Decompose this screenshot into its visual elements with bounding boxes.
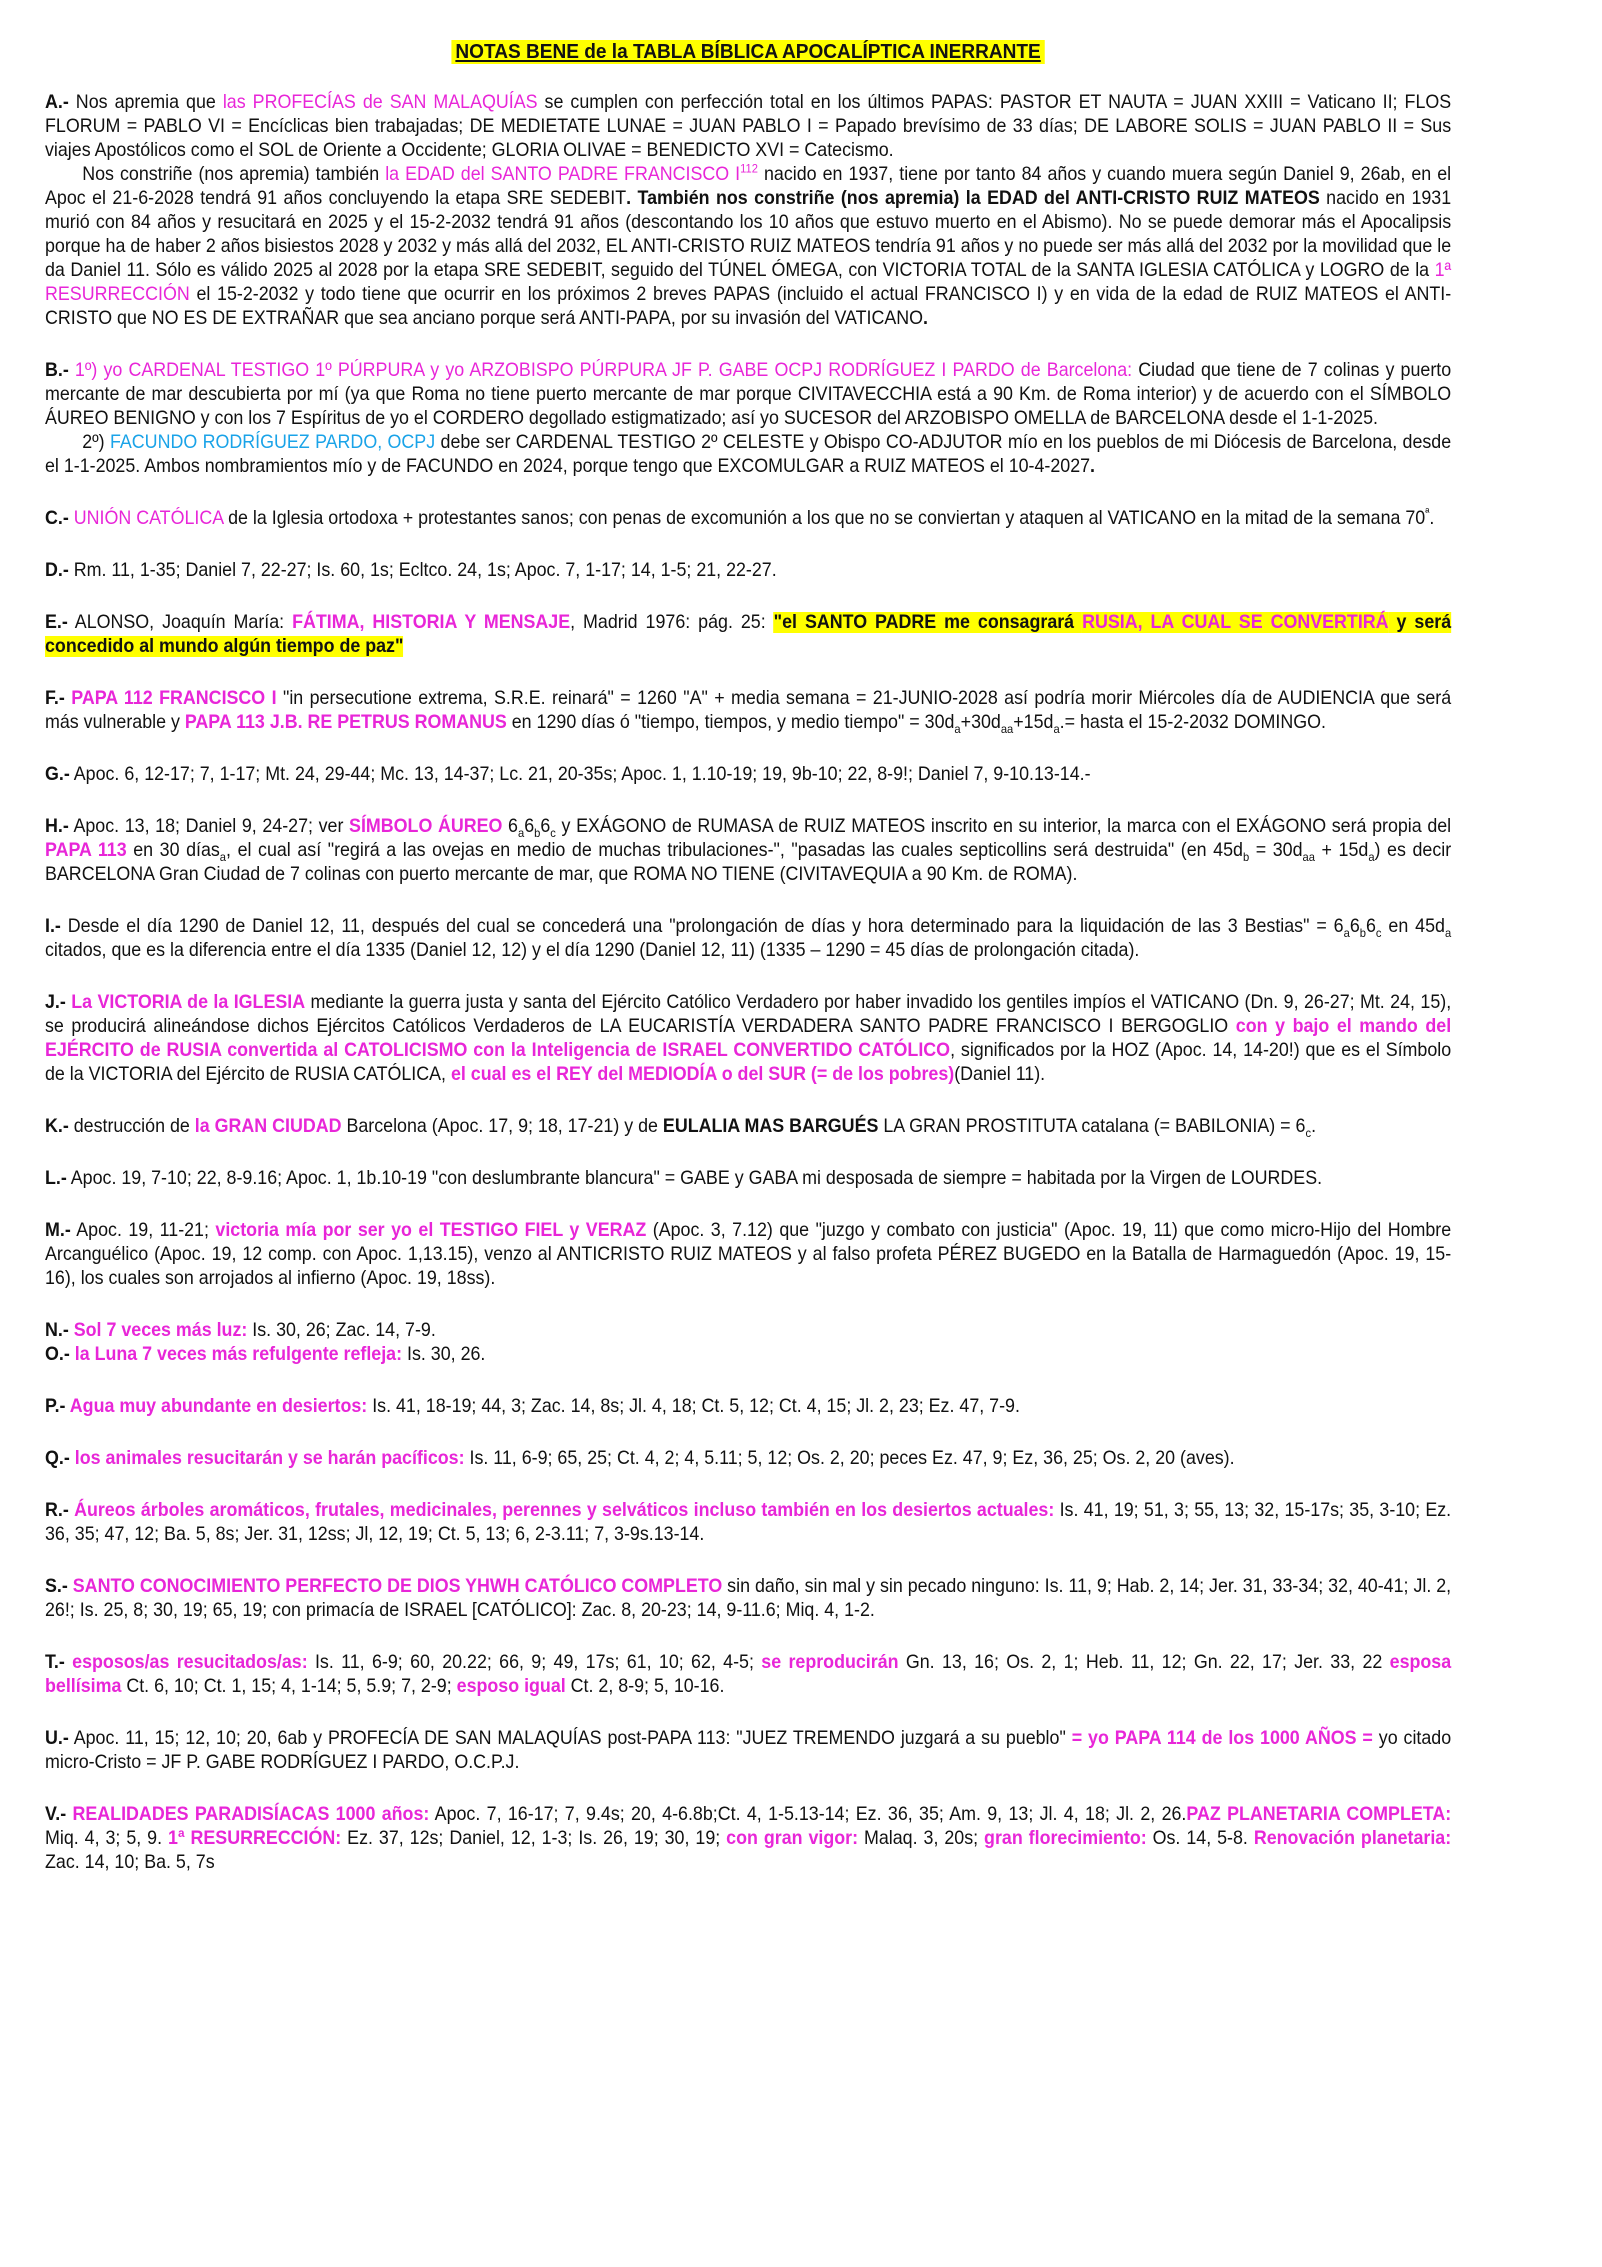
magenta-text: FÁTIMA, HISTORIA Y MENSAJE (292, 612, 571, 633)
magenta-text: esposa bellísima (45, 1652, 1452, 1697)
bold-text: EULALIA MAS BARGUÉS (662, 1116, 879, 1137)
note-label: U.- (45, 1728, 69, 1749)
highlighted-quote: "el SANTO PADRE me consagrará (773, 612, 1083, 633)
note-c: C.- UNIÓN CATÓLICA de la Iglesia ortodoxa + protestantes sanos; con penas de excomunión a los que no se conviertan y ataquen al VATICANO en la mitad de la semana $70^ª$. (45, 505, 1435, 529)
bold-text: la EDAD del ANTI-CRISTO RUIZ MATEOS (965, 188, 1320, 209)
magenta-text: con y bajo el mando del EJÉRCITO de RUSIA convertida al CATOLICISMO con la Inteligencia de ISRAEL CONVERTIDO CATÓLICO (45, 1016, 1452, 1061)
note-u: U.- Apoc. 11, 15; 12, 10; 20, 6ab y PROFECÍA DE SAN MALAQUÍAS post-PAPA 113: "JUEZ TREMENDO juzgará a su pueblo" = yo PAPA 114 de los 1000 AÑOS = yo citado micro-Cristo = JF P. GABE RODRÍGUEZ I PARDO, O.C.P.J. (45, 1728, 1452, 1773)
magenta-text: UNIÓN CATÓLICA (68, 508, 224, 529)
note-label: I.- (45, 916, 61, 937)
note-a-continued: Nos constriñe (nos apremia) también la EDAD del SANTO PADRE FRANCISCO $I^{112}$ nacido en 1937, tiene por tanto 84 años y cuando muera según Daniel 9, 26ab, en el Apoc el 21-6-2028 tendrá 91 años concluyendo la etapa SRE SEDEBIT. También nos constriñe (nos apremia) la EDAD del ANTI-CRISTO RUIZ MATEOS nacido en 1931 murió con 84 años y resucitará en 2025 y el 15-2-2032 tendrá 91 años (descontando los 10 años que estuvo muerto en el Abismo). No se puede demorar más el Apocalipsis porque ha de haber 2 años bisiestos 2028 y 2032 y más allá del 2032, EL ANTI-CRISTO RUIZ MATEOS tendría 91 años y no puede ser más allá del 2032 por la movilidad que le da Daniel 11. Sólo es válido 2025 al 2028 por la etapa SRE SEDEBIT, seguido del TÚNEL ÓMEGA, con VICTORIA TOTAL de la SANTA IGLESIA CATÓLICA y LOGRO de la 1ª RESURRECCIÓN el 15-2-2032 y todo tiene que ocurrir en los próximos 2 breves PAPAS (incluido el actual FRANCISCO I) y en vida de la edad de RUIZ MATEOS el ANTI-CRISTO que NO ES DE EXTRAÑAR que sea anciano porque será ANTI-PAPA, por su invasión del VATICANO. (45, 161, 1452, 329)
magenta-text: PAPA 113 (45, 840, 127, 861)
note-label: F.- (45, 688, 65, 709)
magenta-text: la Luna 7 veces más refulgente refleja: (69, 1344, 403, 1365)
note-d: D.- Rm. 11, 1-35; Daniel 7, 22-27; Is. 60, 1s; Ecltco. 24, 1s; Apoc. 7, 1-17; 14, 1-5; 21, 22-27. (45, 560, 777, 581)
note-label: C.- (45, 508, 69, 529)
note-label: A.- (45, 92, 69, 113)
note-label: N.- (45, 1320, 69, 1341)
magenta-text: con gran vigor: (726, 1828, 859, 1849)
note-s: S.- SANTO CONOCIMIENTO PERFECTO DE DIOS YHWH CATÓLICO COMPLETO sin daño, sin mal y sin pecado ninguno: Is. 11, 9; Hab. 2, 14; Jer. 31, 33-34; 32, 40-41; Jl. 2, 26!; Is. 25, 8; 30, 19; 65, 19; con primacía de ISRAEL [CATÓLICO]: Zac. 8, 20-23; 14, 9-11.6; Miq. 4, 1-2. (45, 1576, 1452, 1621)
magenta-text: se reproducirán (761, 1652, 899, 1673)
note-label: J.- (45, 992, 66, 1013)
magenta-text: PAPA 112 FRANCISCO I (64, 688, 277, 709)
note-label: S.- (45, 1576, 68, 1597)
magenta-text: SÍMBOLO ÁUREO (349, 816, 503, 837)
magenta-text: Áureos árboles aromáticos, frutales, medicinales, perennes y selváticos incluso también en los desiertos actuales: (68, 1500, 1055, 1521)
magenta-text: Agua muy abundante en desiertos: (65, 1396, 368, 1417)
note-r: R.- Áureos árboles aromáticos, frutales, medicinales, perennes y selváticos incluso también en los desiertos actuales: Is. 41, 19; 51, 3; 55, 13; 32, 15-17s; 35, 3-10; Ez. 36, 35; 47, 12; Ba. 5, 8s; Jer. 31, 12ss; Jl, 12, 19; Ct. 5, 13; 6, 2-3.11; 7, 3-9s.13-14. (45, 1500, 1452, 1545)
magenta-text: la EDAD del SANTO PADRE FRANCISCO I (385, 164, 741, 185)
note-label: O.- (45, 1344, 70, 1365)
highlighted-quote: RUSIA, LA CUAL SE CONVERTIRÁ (1082, 612, 1389, 633)
title-block (45, 40, 1451, 65)
note-label: B.- (45, 360, 69, 381)
note-label: R.- (45, 1500, 69, 1521)
note-a: A.- Nos apremia que las PROFECÍAS de SAN MALAQUÍAS se cumplen con perfección total en los últimos PAPAS: PASTOR ET NAUTA = JUAN XXIII = Vaticano II; FLOS FLORUM = PABLO VI = Encíclicas bien trabajadas; DE MEDIETATE LUNAE = JUAN PABLO I = Papado brevísimo de 33 días; DE LABORE SOLIS = JUAN PABLO II = Sus viajes Apostólicos como el SOL de Oriente a Occidente; GLORIA OLIVAE = BENEDICTO XVI = Catecismo. (45, 92, 1452, 161)
document-title: NOTAS BENE de la TABLA BÍBLICA APOCALÍPTICA INERRANTE (452, 40, 1045, 64)
cyan-text: FACUNDO RODRÍGUEZ PARDO, OCPJ (109, 432, 436, 453)
note-v: V.- REALIDADES PARADISÍACAS 1000 años: Apoc. 7, 16-17; 7, 9.4s; 20, 4-6.8b;Ct. 4, 1-5.13-14; Ez. 36, 35; Am. 9, 13; Jl. 4, 18; Jl. 2, 26.PAZ PLANETARIA COMPLETA: Miq. 4, 3; 5, 9. 1ª RESURRECCIÓN: Ez. 37, 12s; Daniel, 12, 1-3; Is. 26, 19; 30, 19; con gran vigor: Malaq. 3, 20s; gran florecimiento: Os. 14, 5-8. Renovación planetaria: Zac. 14, 10; Ba. 5, 7s (45, 1804, 1452, 1873)
note-label: E.- (45, 612, 68, 633)
note-g: G.- Apoc. 6, 12-17; 7, 1-17; Mt. 24, 29-44; Mc. 13, 14-37; Lc. 21, 20-35s; Apoc. 1, 1.10-19; 19, 9b-10; 22, 8-9!; Daniel 7, 9-10.13-14.- (45, 764, 1091, 785)
magenta-text: PAPA 113 J.B. RE PETRUS ROMANUS (184, 712, 507, 733)
note-label: P.- (45, 1396, 66, 1417)
note-m: M.- Apoc. 19, 11-21; victoria mía por ser yo el TESTIGO FIEL y VERAZ (Apoc. 3, 7.12) que "juzgo y combato con justicia" (Apoc. 19, 11) que como micro-Hijo del Hombre Arcanguélico (Apoc. 19, 12 comp. con Apoc. 1,13.15), venzo al ANTICRISTO RUIZ MATEOS y al falso profeta PÉREZ BUGEDO en la Batalla de Harmaguedón (Apoc. 19, 15-16), los cuales son arrojados al infierno (Apoc. 19, 18ss). (45, 1220, 1452, 1289)
note-p: P.- Agua muy abundante en desiertos: Is. 41, 18-19; 44, 3; Zac. 14, 8s; Jl. 4, 18; Ct. 5, 12; Ct. 4, 15; Jl. 2, 23; Ez. 47, 7-9. (45, 1396, 1020, 1417)
note-label: D.- (45, 560, 69, 581)
magenta-text: La VICTORIA de la IGLESIA (65, 992, 306, 1013)
note-label: Q.- (45, 1448, 70, 1469)
note-b: B.- 1º) yo CARDENAL TESTIGO 1º PÚRPURA y yo ARZOBISPO PÚRPURA JF P. GABE OCPJ RODRÍGUEZ I PARDO de Barcelona: Ciudad que tiene de 7 colinas y puerto mercante de mar descubierta por mí (ya que Roma no tiene puerto mercante de mar porque CIVITAVECCHIA está a 90 Km. de Roma interior) y de acuerdo con el SÍMBOLO ÁUREO BENIGNO y con los 7 Espíritus de yo el CORDERO degollado estigmatizado; así yo SUCESOR del ARZOBISPO OMELLA de BARCELONA desde el 1-1-2025. (45, 360, 1452, 429)
note-k: K.- destrucción de la GRAN CIUDAD Barcelona (Apoc. 17, 9; 18, 17-21) y de EULALIA MAS BARGUÉS LA GRAN PROSTITUTA catalana (= BABILONIA) = $6_c$. (45, 1116, 1317, 1140)
magenta-text: Sol 7 veces más luz: (68, 1320, 248, 1341)
note-t: T.- esposos/as resucitados/as: Is. 11, 6-9; 60, 20.22; 66, 9; 49, 17s; 61, 10; 62, 4-5; se reproducirán Gn. 13, 16; Os. 2, 1; Heb. 11, 12; Gn. 22, 17; Jer. 33, 22 esposa bellísima Ct. 6, 10; Ct. 1, 15; 4, 1-14; 5, 5.9; 7, 2-9; esposo igual Ct. 2, 8-9; 5, 10-16. (45, 1652, 1452, 1697)
note-i: I.- Desde el día 1290 de Daniel 12, 11, después del cual se concederá una "prolongación de días y hora determinado para la liquidación de las 3 Bestias" = $6_a6_b6_c$ en $45d_a$ citados, que es la diferencia entre el día 1335 (Daniel 12, 12) y el día 1290 (Daniel 12, 11) (1335 – 1290 = 45 días de prolongación citada). (45, 916, 1452, 961)
note-l: L.- Apoc. 19, 7-10; 22, 8-9.16; Apoc. 1, 1b.10-19 "con deslumbrante blancura" = GABE y GABA mi desposada de siempre = habitada por la Virgen de LOURDES. (45, 1168, 1323, 1189)
magenta-text: la GRAN CIUDAD (194, 1116, 342, 1137)
note-label: T.- (45, 1652, 65, 1673)
note-e: E.- ALONSO, Joaquín María: FÁTIMA, HISTORIA Y MENSAJE, Madrid 1976: pág. 25: "el SANTO PADRE me consagrará RUSIA, LA CUAL SE CONVERTIRÁ y será concedido al mundo algún tiempo de paz" (45, 612, 1452, 657)
magenta-text: las PROFECÍAS de SAN MALAQUÍAS (222, 92, 538, 113)
magenta-text: esposo igual (456, 1676, 566, 1697)
magenta-text: el cual es el REY del MEDIODÍA o del SUR (= de los pobres) (450, 1064, 955, 1085)
note-b-continued: 2º) FACUNDO RODRÍGUEZ PARDO, OCPJ debe ser CARDENAL TESTIGO 2º CELESTE y Obispo CO-ADJUTOR mío en los pueblos de mi Diócesis de Barcelona, desde el 1-1-2025. Ambos nombramientos mío y de FACUNDO en 2024, porque tengo que EXCOMULGAR a RUIZ MATEOS el 10-4-2027. (45, 432, 1452, 477)
document-body (45, 40, 1451, 1903)
note-label: H.- (45, 816, 69, 837)
note-label: K.- (45, 1116, 69, 1137)
magenta-text: victoria mía por ser yo el TESTIGO FIEL y VERAZ (215, 1220, 647, 1241)
magenta-text: 1º) yo CARDENAL TESTIGO 1º PÚRPURA y yo ARZOBISPO PÚRPURA JF P. GABE OCPJ RODRÍGUEZ I PARDO de Barcelona: (68, 360, 1133, 381)
note-label: V.- (45, 1804, 67, 1825)
magenta-text: Renovación planetaria: (1253, 1828, 1452, 1849)
highlighted-quote: y será concedido al mundo algún tiempo de paz" (45, 612, 1452, 657)
note-label: G.- (45, 764, 70, 785)
magenta-text: SANTO CONOCIMIENTO PERFECTO DE DIOS YHWH CATÓLICO COMPLETO (67, 1576, 723, 1597)
note-n: N.- Sol 7 veces más luz: Is. 30, 26; Zac. 14, 7-9. (45, 1320, 436, 1341)
note-q: Q.- los animales resucitarán y se harán pacíficos: Is. 11, 6-9; 65, 25; Ct. 4, 2; 4, 5.11; 5, 12; Os. 2, 20; peces Ez. 47, 9; Ez, 36, 25; Os. 2, 20 (aves). (45, 1448, 1235, 1469)
magenta-text: PAZ PLANETARIA COMPLETA: (1186, 1804, 1452, 1825)
note-label: L.- (45, 1168, 67, 1189)
magenta-text: los animales resucitarán y se harán pacíficos: (69, 1448, 465, 1469)
magenta-text: = yo PAPA 114 de los 1000 AÑOS = (1071, 1728, 1373, 1749)
magenta-text: 1ª RESURRECCIÓN: (168, 1828, 342, 1849)
magenta-text: 1ª RESURRECCIÓN (45, 260, 1452, 305)
magenta-text: REALIDADES PARADISÍACAS 1000 años: (66, 1804, 430, 1825)
magenta-text: esposos/as resucitados/as: (64, 1652, 308, 1673)
note-j: J.- La VICTORIA de la IGLESIA mediante la guerra justa y santa del Ejército Católico Verdadero por haber invadido los gentiles impíos el VATICANO (Dn. 9, 26-27; Mt. 24, 15), se producirá alineándose dichos Ejércitos Católicos Verdaderos de LA EUCARISTÍA VERDADERA SANTO PADRE FRANCISCO I BERGOGLIO con y bajo el mando del EJÉRCITO de RUSIA convertida al CATOLICISMO con la Inteligencia de ISRAEL CONVERTIDO CATÓLICO, significados por la HOZ (Apoc. 14, 14-20!) que es el Símbolo de la VICTORIA del Ejército de RUSIA CATÓLICA, el cual es el REY del MEDIODÍA o del SUR (= de los pobres)(Daniel 11). (45, 992, 1452, 1085)
magenta-text: gran florecimiento: (984, 1828, 1147, 1849)
note-label: M.- (45, 1220, 71, 1241)
note-h: H.- Apoc. 13, 18; Daniel 9, 24-27; ver SÍMBOLO ÁUREO $6_a6_b6_c$ y EXÁGONO de RUMASA de RUIZ MATEOS inscrito en su interior, la marca con el EXÁGONO será propia del PAPA 113 en 30 días$_a$, el cual así "regirá a las ovejas en medio de muchas tribulaciones-", "pasadas las cuales septicollins será destruida" (en $45d_b = 30d_{aa} + 15d_a$) es decir BARCELONA Gran Ciudad de 7 colinas con puerto mercante de mar, que ROMA NO TIENE (CIVITAVEQUIA a 90 Km. de ROMA). (45, 816, 1452, 885)
note-o: O.- la Luna 7 veces más refulgente refleja: Is. 30, 26. (45, 1344, 486, 1365)
note-f: F.- PAPA 112 FRANCISCO I "in persecutione extrema, S.R.E. reinará" = 1260 "A" + media semana = 21-JUNIO-2028 así podría morir Miércoles día de AUDIENCIA que será más vulnerable y PAPA 113 J.B. RE PETRUS ROMANUS en 1290 días ó "tiempo, tiempos, y medio tiempo" = $30d_a+30d_{aa}+15d_a.=$ hasta el 15-2-2032 DOMINGO. (45, 688, 1452, 736)
